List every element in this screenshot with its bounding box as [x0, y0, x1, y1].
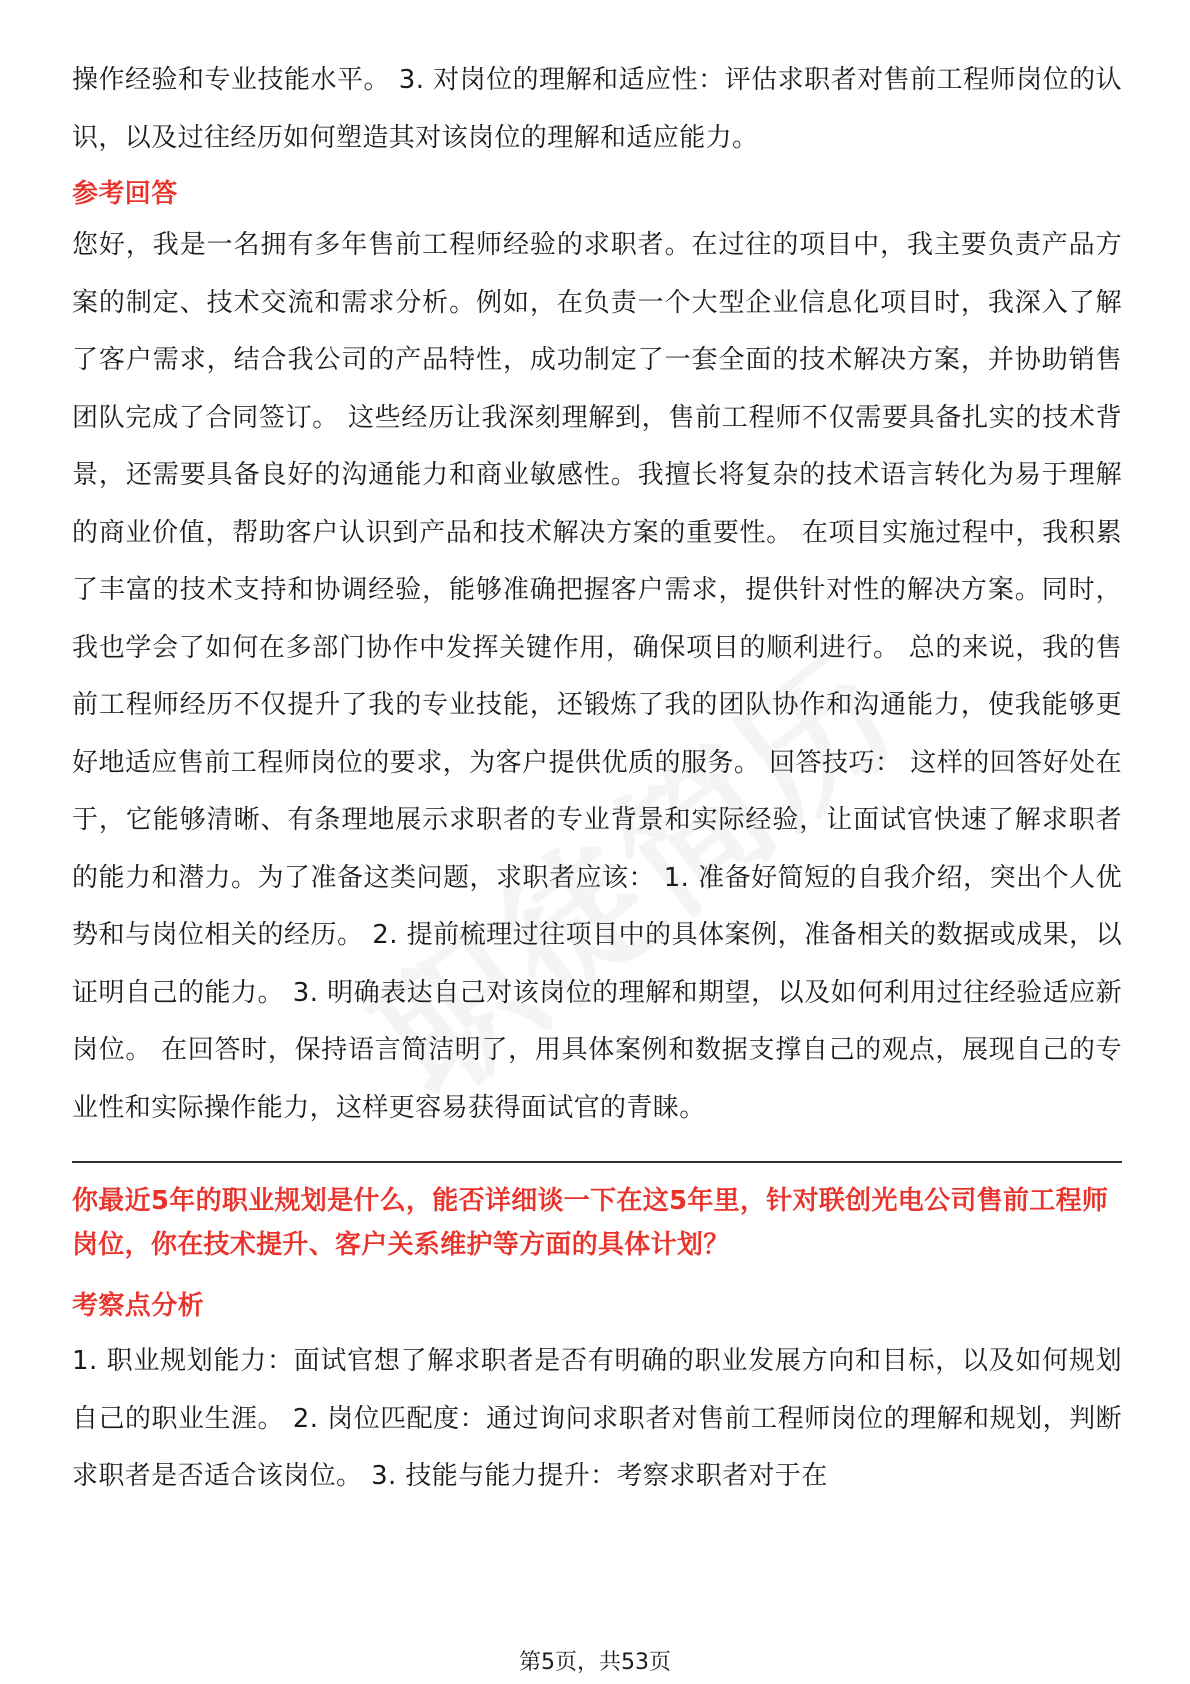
section-title-analysis: 考察点分析: [72, 1291, 205, 1321]
page-content: [72, 52, 1122, 1506]
section-title-answer: 参考回答: [72, 179, 178, 209]
paragraph-analysis: 1. 职业规划能力：面试官想了解求职者是否有明确的职业发展方向和目标，以及如何规划自己的职业生涯。 2. 岗位匹配度：通过询问求职者对售前工程师岗位的理解和规划，判断求职者是否适合该岗位。 3. 技能与能力提升：考察求职者对于在: [72, 1346, 1122, 1491]
section-divider: [72, 1161, 1122, 1163]
paragraph-top: 操作经验和专业技能水平。 3. 对岗位的理解和适应性：评估求职者对售前工程师岗位的认识，以及过往经历如何塑造其对该岗位的理解和适应能力。: [72, 65, 1122, 153]
paragraph-answer: 您好，我是一名拥有多年售前工程师经验的求职者。在过往的项目中，我主要负责产品方案的制定、技术交流和需求分析。例如，在负责一个大型企业信息化项目时，我深入了解了客户需求，结合我公司的产品特性，成功制定了一套全面的技术解决方案，并协助销售团队完成了合同签订。 这些经历让我深刻理解到，售前工程师不仅需要具备扎实的技术背景，还需要具备良好的沟通能力和商业敏感性。我擅长将复杂的技术语言转化为易于理解的商业价值，帮助客户认识到产品和技术解决方案的重要性。 在项目实施过程中，我积累了丰富的技术支持和协调经验，能够准确把握客户需求，提供针对性的解决方案。同时，我也学会了如何在多部门协作中发挥关键作用，确保项目的顺利进行。 总的来说，我的售前工程师经历不仅提升了我的专业技能，还锻炼了我的团队协作和沟通能力，使我能够更好地适应售前工程师岗位的要求，为客户提供优质的服务。 回答技巧： 这样的回答好处在于，它能够清晰、有条理地展示求职者的专业背景和实际经验，让面试官快速了解求职者的能力和潜力。为了准备这类问题，求职者应该： 1. 准备好简短的自我介绍，突出个人优势和与岗位相关的经历。 2. 提前梳理过往项目中的具体案例，准备相关的数据或成果，以证明自己的能力。 3. 明确表达自己对该岗位的理解和期望，以及如何利用过往经验适应新岗位。 在回答时，保持语言简洁明了，用具体案例和数据支撑自己的观点，展现自己的专业性和实际操作能力，这样更容易获得面试官的青睐。: [72, 230, 1122, 1123]
page-number-footer: 第5页，共53页: [519, 1650, 671, 1675]
question-heading: 你最近5年的职业规划是什么，能否详细谈一下在这5年里，针对联创光电公司售前工程师岗位，你在技术提升、客户关系维护等方面的具体计划？: [72, 1186, 1109, 1260]
